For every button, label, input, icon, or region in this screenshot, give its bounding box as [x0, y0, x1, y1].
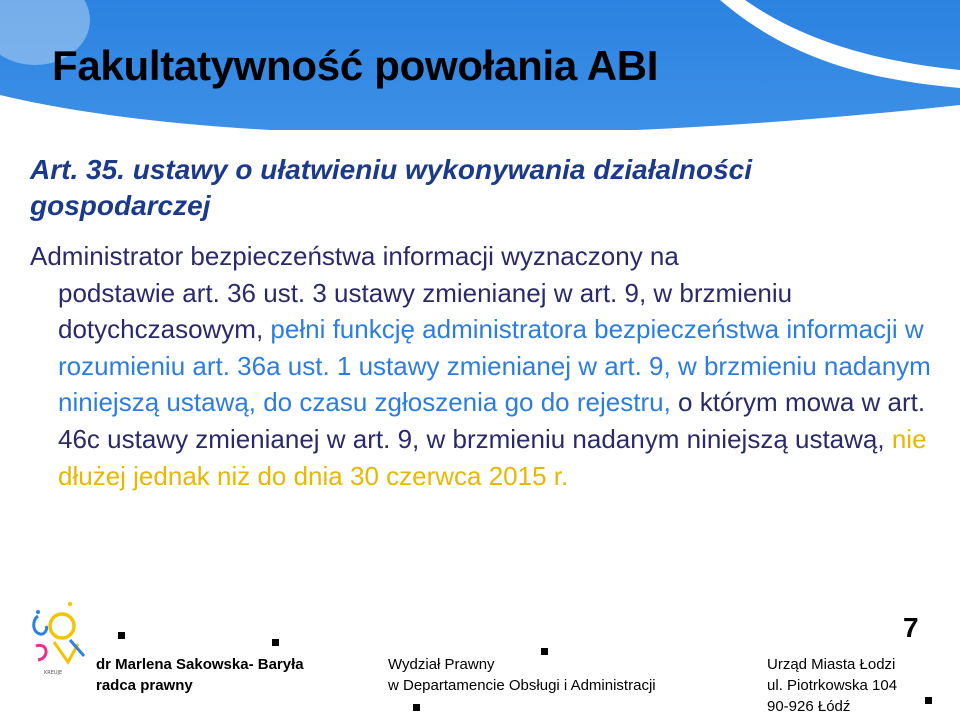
article-heading: [30, 152, 910, 224]
lodz-kreuje-logo-icon: [30, 598, 90, 694]
decor-square: [925, 697, 932, 704]
author-role: radca prawny: [96, 677, 193, 694]
body-first-line: Administrator bezpieczeństwa informacji wyznaczony na: [30, 241, 679, 271]
body-segment-1: podstawie art. 36 ust. 3 ustawy zmienianej w art. 9, w brzmieniu dotychczasowym,: [58, 277, 793, 345]
footer-author: [96, 654, 304, 696]
department-name: Wydział Prawny: [388, 656, 495, 673]
logo-caption: KREUJE: [44, 670, 63, 676]
office-street: ul. Piotrkowska 104: [767, 677, 898, 694]
office-name: Urząd Miasta Łodzi: [767, 656, 896, 673]
act-name: ustawy o ułatwieniu wykonywania działalności gospodarczej: [30, 154, 752, 221]
decor-square: [118, 632, 125, 639]
footer-department: [388, 654, 656, 696]
author-name: dr Marlena Sakowska- Baryła: [96, 656, 304, 673]
decor-square: [272, 639, 279, 646]
slide-title: Fakultatywność powołania ABI: [52, 42, 659, 89]
article-text: [30, 238, 945, 494]
decor-square: [413, 704, 420, 711]
article-number: Art. 35.: [30, 154, 125, 185]
body-segment-4: nie dłużej jednak niż do dnia 30 czerwca 2015 r.: [58, 423, 927, 491]
page-number: 7: [903, 612, 919, 643]
decor-square: [541, 648, 548, 655]
body-segment-2: pełni funkcję administratora bezpieczeństwa informacji w rozumieniu art. 36a ust. 1 ustawy zmienianej w art. 9, w brzmieniu nadanym niniejszą ustawą, do czasu zgłoszenia go do rejestru,: [58, 314, 931, 418]
body-segment-3: o którym mowa w art. 46c ustawy zmienianej w art. 9, w brzmieniu nadanym niniejszą ustawą,: [58, 387, 926, 454]
department-sub: w Departamencie Obsługi i Administracji: [388, 677, 656, 694]
footer-office: [767, 654, 897, 717]
office-city: 90-926 Łódź: [767, 698, 851, 715]
